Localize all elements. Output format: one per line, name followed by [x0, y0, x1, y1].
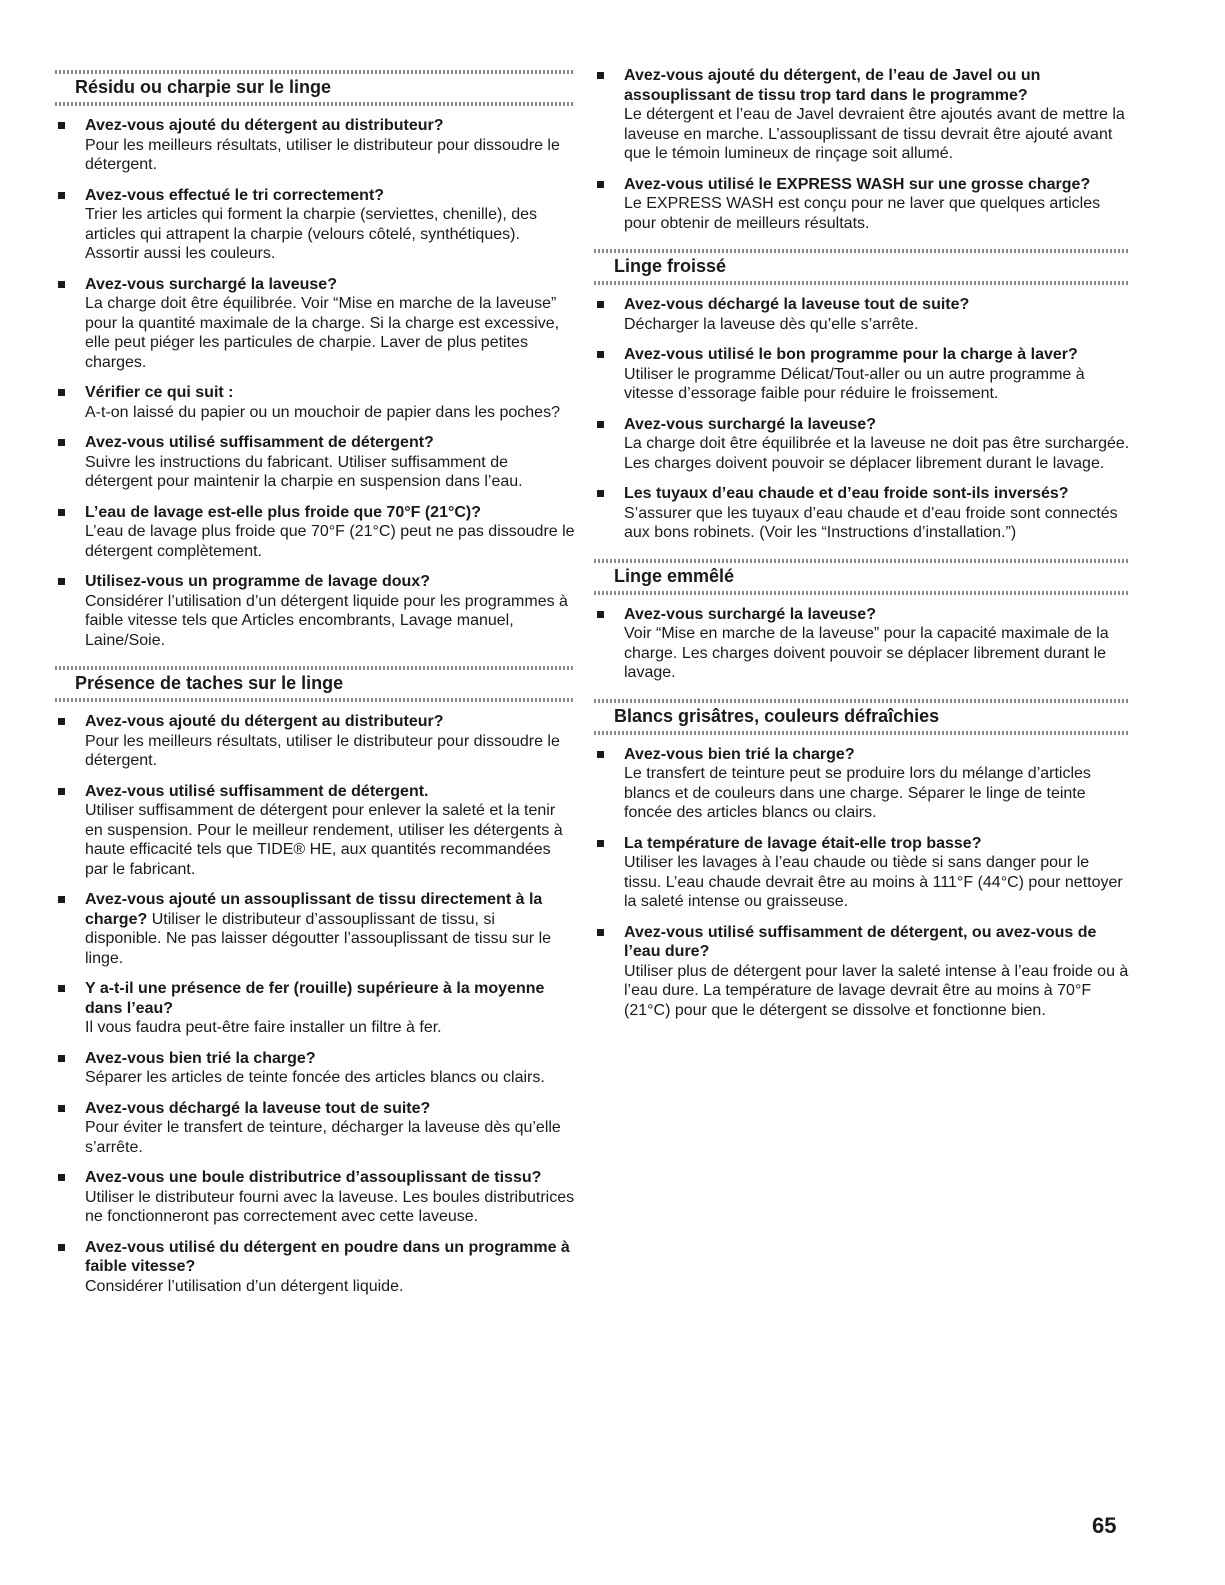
section-title: Résidu ou charpie sur le linge: [55, 66, 575, 106]
answer-text: Trier les articles qui forment la charpie (serviettes, chenille), des articles qui attrapent la charpie (velours côtelé, synthétiques). Assortir aussi les couleurs.: [85, 206, 538, 262]
answer-text: Le transfert de teinture peut se produire lors du mélange d’articles blancs et de couleurs dans une charge. Séparer le linge de teinte foncée des articles blancs ou clairs.: [624, 765, 1091, 821]
answer-text: Utiliser les lavages à l’eau chaude ou tiède si sans danger pour le tissu. L’eau chaude devrait être au moins à 111°F (44°C) pour nettoyer la saleté intense ou graisseuse.: [624, 854, 1123, 910]
question-text: Avez-vous ajouté du détergent, de l’eau de Javel ou un assouplissant de tissu trop tard dans le programme?: [624, 67, 1041, 104]
square-bullet-icon: [58, 896, 65, 903]
square-bullet-icon: [597, 929, 604, 936]
list-item: [55, 572, 575, 650]
list-item: [594, 66, 1130, 164]
square-bullet-icon: [58, 1055, 65, 1062]
square-bullet-icon: [58, 281, 65, 288]
square-bullet-icon: [58, 192, 65, 199]
list-item: [594, 175, 1130, 234]
answer-text: La charge doit être équilibrée et la laveuse ne doit pas être surchargée. Les charges doivent pouvoir se déplacer librement durant le lavage.: [624, 435, 1130, 472]
list-item: [55, 1099, 575, 1158]
troubleshooting-section: [55, 66, 575, 650]
square-bullet-icon: [597, 351, 604, 358]
list-item: [55, 275, 575, 373]
list-item: [594, 605, 1130, 683]
square-bullet-icon: [597, 611, 604, 618]
answer-text: Utiliser suffisamment de détergent pour enlever la saleté et la tenir en suspension. Pour le meilleur rendement, utiliser les détergents à haute efficacité tels que TIDE® HE, aux quantités recommandées par le fabricant.: [85, 802, 563, 878]
question-list: [594, 295, 1130, 543]
answer-text: Considérer l’utilisation d’un détergent liquide.: [85, 1277, 404, 1295]
section-title: Blancs grisâtres, couleurs défraîchies: [594, 695, 1130, 735]
answer-text: Utiliser le distributeur fourni avec la laveuse. Les boules distributrices ne fonctionneront pas correctement avec cette laveuse.: [85, 1188, 575, 1225]
square-bullet-icon: [58, 1174, 65, 1181]
page-number: 65: [1092, 1513, 1117, 1538]
answer-text: Il vous faudra peut-être faire installer un filtre à fer.: [85, 1019, 442, 1036]
list-item: [55, 1168, 575, 1227]
answer-text: Utiliser plus de détergent pour laver la saleté intense à l’eau froide ou à l’eau dure. La température de lavage devrait être au moins à 70°F (21°C) pour que le détergent se dissolve et fonctionne bien.: [624, 962, 1129, 1019]
square-bullet-icon: [58, 985, 65, 992]
answer-text: Utiliser le programme Délicat/Tout-aller ou un autre programme à vitesse d’essorage faible pour réduire le froissement.: [624, 365, 1085, 402]
question-list: [594, 605, 1130, 683]
question-text: Avez-vous ajouté du détergent au distributeur?: [85, 117, 444, 134]
list-item: [55, 1238, 575, 1297]
answer-text: Le EXPRESS WASH est conçu pour ne laver que quelques articles pour obtenir de meilleurs résultats.: [624, 195, 1101, 232]
list-item: [594, 923, 1130, 1021]
question-text: Avez-vous surchargé la laveuse?: [85, 275, 337, 293]
answer-text: Suivre les instructions du fabricant. Utiliser suffisamment de détergent pour maintenir la charpie en suspension dans l’eau.: [85, 453, 523, 490]
square-bullet-icon: [58, 1105, 65, 1112]
square-bullet-icon: [58, 122, 65, 129]
question-text: Avez-vous bien trié la charge?: [624, 745, 855, 763]
list-item: [55, 890, 575, 968]
question-text: Avez-vous utilisé suffisamment de détergent, ou avez-vous de l’eau dure?: [624, 923, 1097, 960]
question-list: [594, 745, 1130, 1021]
list-item: [55, 979, 575, 1038]
answer-text: Pour éviter le transfert de teinture, décharger la laveuse dès qu’elle s’arrête.: [85, 1119, 561, 1156]
question-list: [55, 712, 575, 1296]
question-text: Utilisez-vous un programme de lavage doux?: [85, 573, 430, 590]
square-bullet-icon: [597, 421, 604, 428]
square-bullet-icon: [597, 490, 604, 497]
question-list: [594, 66, 1130, 233]
list-item: [55, 383, 575, 422]
troubleshooting-section: [594, 245, 1130, 543]
section-title: Linge emmêlé: [594, 555, 1130, 595]
list-item: [594, 484, 1130, 543]
square-bullet-icon: [58, 439, 65, 446]
answer-text: Séparer les articles de teinte foncée des articles blancs ou clairs.: [85, 1069, 545, 1086]
list-item: [55, 1049, 575, 1088]
question-text: Avez-vous surchargé la laveuse?: [624, 605, 876, 623]
square-bullet-icon: [597, 301, 604, 308]
answer-text: A-t-on laissé du papier ou un mouchoir de papier dans les poches?: [85, 403, 560, 421]
troubleshooting-section: [55, 662, 575, 1296]
answer-text: Considérer l’utilisation d’un détergent liquide pour les programmes à faible vitesse tels que Articles encombrants, Lavage manuel, Laine/Soie.: [85, 592, 568, 649]
section-title: Linge froissé: [594, 245, 1130, 285]
answer-text: La charge doit être équilibrée. Voir “Mise en marche de la laveuse” pour la quantité maximale de la charge. Si la charge est excessive, elle peut piéger les particules de charpie. Laver de plus petites charges.: [85, 295, 560, 371]
question-text: Avez-vous utilisé le bon programme pour la charge à laver?: [624, 346, 1078, 363]
question-list: [55, 116, 575, 650]
troubleshooting-section: [594, 555, 1130, 683]
list-item: [55, 116, 575, 175]
question-text: Avez-vous effectué le tri correctement?: [85, 186, 385, 204]
question-text: Avez-vous utilisé du détergent en poudre dans un programme à faible vitesse?: [85, 1238, 570, 1275]
question-text: Avez-vous utilisé suffisamment de détergent?: [85, 434, 434, 451]
list-item: [55, 186, 575, 264]
question-text: Vérifier ce qui suit :: [85, 384, 234, 401]
question-text: Avez-vous utilisé suffisamment de détergent.: [85, 782, 429, 800]
list-item: [594, 745, 1130, 823]
square-bullet-icon: [58, 1244, 65, 1251]
square-bullet-icon: [597, 840, 604, 847]
square-bullet-icon: [58, 718, 65, 725]
answer-text: Pour les meilleurs résultats, utiliser le distributeur pour dissoudre le détergent.: [85, 732, 560, 769]
question-text: Avez-vous surchargé la laveuse?: [624, 415, 876, 433]
answer-text: Utiliser le distributeur d’assouplissant de tissu, si disponible. Ne pas laisser dégoutter l’assouplissant de tissu sur le linge.: [85, 910, 552, 967]
list-item: [55, 433, 575, 492]
troubleshooting-section: [594, 695, 1130, 1021]
square-bullet-icon: [58, 788, 65, 795]
right-column: [594, 66, 1130, 1032]
question-text: Avez-vous ajouté du détergent au distributeur?: [85, 713, 444, 730]
list-item: [55, 712, 575, 771]
list-item: [594, 345, 1130, 404]
list-item: [594, 834, 1130, 912]
left-column: [55, 66, 575, 1308]
answer-text: Pour les meilleurs résultats, utiliser le distributeur pour dissoudre le détergent.: [85, 136, 560, 173]
question-text: Y a-t-il une présence de fer (rouille) supérieure à la moyenne dans l’eau?: [85, 980, 545, 1017]
answer-text: L’eau de lavage plus froide que 70°F (21°C) peut ne pas dissoudre le détergent complètement.: [85, 523, 575, 560]
question-text: Avez-vous déchargé la laveuse tout de suite?: [85, 1099, 431, 1117]
list-item: [55, 782, 575, 880]
question-text: Avez-vous ajouté un assouplissant de tissu directement à la charge?: [85, 891, 543, 928]
question-text: Les tuyaux d’eau chaude et d’eau froide sont-ils inversés?: [624, 485, 1069, 502]
question-text: Avez-vous bien trié la charge?: [85, 1049, 316, 1067]
square-bullet-icon: [597, 751, 604, 758]
list-item: [55, 503, 575, 562]
question-text: Avez-vous utilisé le EXPRESS WASH sur une grosse charge?: [624, 175, 1091, 193]
question-text: Avez-vous une boule distributrice d’assouplissant de tissu?: [85, 1169, 542, 1186]
answer-text: Le détergent et l’eau de Javel devraient être ajoutés avant de mettre la laveuse en marche. L’assouplissant de tissu devrait être ajouté avant que le témoin lumineux de rinçage soit allumé.: [624, 106, 1125, 162]
square-bullet-icon: [597, 181, 604, 188]
question-text: Avez-vous déchargé la laveuse tout de suite?: [624, 296, 970, 313]
square-bullet-icon: [58, 509, 65, 516]
answer-text: Voir “Mise en marche de la laveuse” pour la capacité maximale de la charge. Les charges doivent pouvoir se déplacer librement durant le lavage.: [624, 625, 1109, 681]
list-item: [594, 415, 1130, 474]
troubleshooting-section: [594, 66, 1130, 233]
answer-text: S’assurer que les tuyaux d’eau chaude et d’eau froide sont connectés aux bons robinets. (Voir les “Instructions d’installation.”): [624, 504, 1118, 541]
question-text: La température de lavage était-elle trop basse?: [624, 834, 982, 852]
section-title: Présence de taches sur le linge: [55, 662, 575, 702]
answer-text: Décharger la laveuse dès qu’elle s’arrête.: [624, 315, 919, 333]
square-bullet-icon: [58, 578, 65, 585]
question-text: L’eau de lavage est-elle plus froide que 70°F (21°C)?: [85, 503, 482, 521]
list-item: [594, 295, 1130, 334]
square-bullet-icon: [58, 389, 65, 396]
square-bullet-icon: [597, 72, 604, 79]
